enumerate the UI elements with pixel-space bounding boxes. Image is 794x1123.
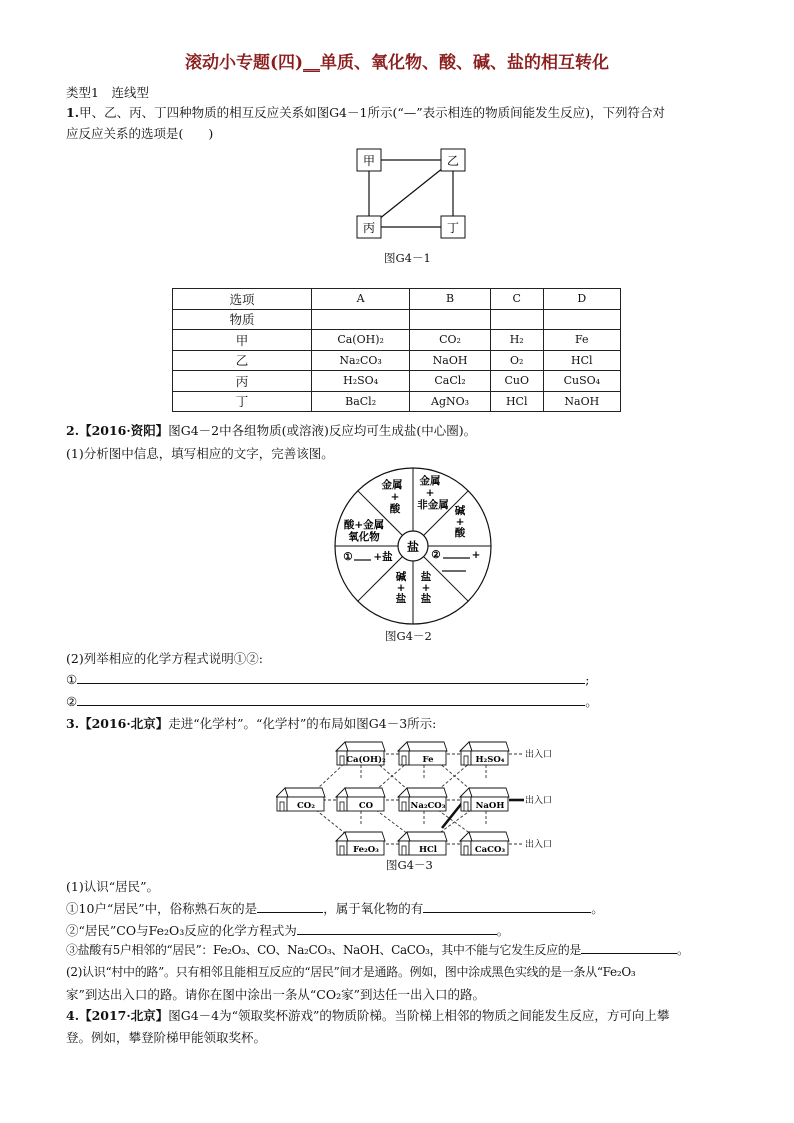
house-h2so4: H₂SO₄ bbox=[475, 755, 505, 765]
q3-p6: 家”到达出入口的路。请你在图中涂出一条从“CO₂家”到达任一出入口的路。 bbox=[66, 987, 485, 1002]
table-cell: H₂SO₄ bbox=[312, 371, 410, 392]
q1-text: 甲、乙、丙、丁四种物质的相互反应关系如图G4－1所示(“—”表示相连的物质间能发生反应)，下列符合对 bbox=[79, 105, 665, 120]
q3-number: 3. bbox=[66, 716, 80, 731]
options-table bbox=[172, 288, 621, 412]
answer-blank[interactable] bbox=[581, 941, 677, 954]
q3-p3-text: 。 bbox=[496, 923, 510, 938]
figure-g4-2-wheel bbox=[333, 466, 493, 626]
house-na2co3: Na₂CO₃ bbox=[410, 801, 446, 811]
exit-label: 出入口 bbox=[525, 796, 553, 806]
title-main: 单质、氧化物、酸、碱、盐的相互转化 bbox=[320, 53, 610, 73]
wheel-s3: 碱 bbox=[454, 505, 466, 517]
answer-blank[interactable] bbox=[77, 670, 585, 684]
table-cell: CuSO₄ bbox=[543, 371, 620, 392]
title-gap: __ bbox=[303, 53, 321, 73]
q3-p2-text: ①10户“居民”中，俗称熟石灰的是 bbox=[66, 901, 258, 916]
table-cell bbox=[312, 309, 410, 330]
figure-g4-1 bbox=[350, 140, 480, 245]
answer-end: 。 bbox=[585, 694, 598, 709]
wheel-s1: 酸 bbox=[389, 503, 401, 515]
q3-p1: (1)认识“居民”。 bbox=[66, 879, 159, 894]
q4-number: 4. bbox=[66, 1008, 80, 1023]
table-cell: BaCl₂ bbox=[312, 391, 410, 412]
edge-bing-yi bbox=[369, 160, 453, 227]
table-cell: 乙 bbox=[173, 350, 312, 371]
answer-blank[interactable] bbox=[297, 921, 497, 935]
table-cell: CuO bbox=[490, 371, 543, 392]
table-cell bbox=[543, 309, 620, 330]
wheel-s2: 非金属 bbox=[417, 499, 449, 511]
node-jia: 甲 bbox=[362, 154, 376, 168]
q4-text: 图G4－4为“领取奖杯游戏”的物质阶梯。当阶梯上相邻的物质之间能发生反应，方可向上攀 bbox=[168, 1008, 670, 1023]
q2-text: 图G4－2中各组物质(或溶液)反应均可生成盐(中心圈)。 bbox=[168, 423, 477, 438]
table-row bbox=[173, 350, 621, 371]
wheel-s5: +盐 bbox=[373, 551, 393, 563]
q2-line1 bbox=[66, 421, 476, 439]
wheel-s7: + bbox=[396, 582, 406, 594]
q3-text: 走进“化学村”。“化学村”的布局如图G4－3所示: bbox=[168, 716, 437, 731]
q4-source: 【2017·北京】 bbox=[79, 1008, 169, 1023]
wheel-center: 盐 bbox=[406, 540, 420, 554]
node-ding: 丁 bbox=[446, 221, 460, 235]
wheel-s3: + bbox=[455, 516, 465, 528]
wheel-s7: 盐 bbox=[395, 593, 407, 605]
table-cell: AgNO₃ bbox=[410, 391, 491, 412]
wheel-s2: + bbox=[425, 487, 435, 499]
q2-source: 【2016·资阳】 bbox=[79, 423, 169, 438]
answer-end: ; bbox=[585, 672, 590, 687]
house-co: CO bbox=[358, 801, 374, 811]
exit-label: 出入口 bbox=[525, 750, 553, 760]
table-cell: Ca(OH)₂ bbox=[312, 330, 410, 351]
table-cell: 丙 bbox=[173, 371, 312, 392]
q3-p2-text: 。 bbox=[591, 901, 604, 916]
q3-p4 bbox=[66, 941, 689, 958]
title-prefix: 滚动小专题(四) bbox=[184, 53, 304, 73]
wheel-s8: 盐 bbox=[420, 571, 432, 583]
wheel-s8: + bbox=[421, 582, 431, 594]
table-header: D bbox=[543, 289, 620, 310]
wheel-s7: 碱 bbox=[395, 571, 407, 583]
wheel-s1: + bbox=[390, 491, 400, 503]
wheel-s2: 金属 bbox=[419, 475, 441, 487]
wheel-s3: 酸 bbox=[454, 527, 466, 539]
q2-answer-1 bbox=[66, 670, 589, 687]
table-cell: 物质 bbox=[173, 309, 312, 330]
table-cell: H₂ bbox=[490, 330, 543, 351]
wheel-s6: ② bbox=[431, 549, 441, 561]
caption-g4-1: 图G4－1 bbox=[384, 251, 431, 265]
table-cell: NaOH bbox=[410, 350, 491, 371]
table-cell: 甲 bbox=[173, 330, 312, 351]
q1-line1 bbox=[66, 103, 665, 121]
table-row bbox=[173, 330, 621, 351]
house-caoh2: Ca(OH)₂ bbox=[346, 755, 386, 765]
table-header: 选项 bbox=[173, 289, 312, 310]
table-cell: NaOH bbox=[543, 391, 620, 412]
table-cell: CO₂ bbox=[410, 330, 491, 351]
q4-line2: 登。例如，攀登阶梯甲能领取奖杯。 bbox=[66, 1030, 267, 1045]
house-co2: CO₂ bbox=[297, 801, 315, 811]
exit-label: 出入口 bbox=[525, 840, 553, 850]
q2-number: 2. bbox=[66, 423, 80, 438]
wheel-s5: ① bbox=[343, 551, 353, 563]
q3-p3 bbox=[66, 921, 509, 939]
table-cell: HCl bbox=[490, 391, 543, 412]
table-cell: 丁 bbox=[173, 391, 312, 412]
answer-blank[interactable] bbox=[77, 692, 585, 706]
table-cell: CaCl₂ bbox=[410, 371, 491, 392]
house-naoh: NaOH bbox=[475, 801, 505, 811]
wheel-s1: 金属 bbox=[381, 479, 403, 491]
figure-g4-3-village bbox=[276, 732, 556, 857]
answer-blank[interactable] bbox=[257, 899, 323, 913]
q1-number: 1. bbox=[66, 105, 80, 120]
caption-g4-3: 图G4－3 bbox=[386, 858, 433, 872]
section-type1: 类型1 连线型 bbox=[66, 85, 149, 100]
answer-blank[interactable] bbox=[423, 899, 591, 913]
table-header: A bbox=[312, 289, 410, 310]
table-row bbox=[173, 391, 621, 412]
table-cell: Fe bbox=[543, 330, 620, 351]
q3-line1 bbox=[66, 714, 436, 732]
caption-g4-2: 图G4－2 bbox=[385, 629, 432, 643]
q2-sub1: (1)分析图中信息，填写相应的文字，完善该图。 bbox=[66, 446, 334, 461]
q2-answer-2 bbox=[66, 692, 598, 710]
house-fe2o3: Fe₂O₃ bbox=[353, 845, 379, 855]
table-cell bbox=[490, 309, 543, 330]
table-header-row bbox=[173, 289, 621, 310]
node-bing: 丙 bbox=[362, 221, 376, 235]
wheel-s8: 盐 bbox=[420, 593, 432, 605]
wheel-s4: 氧化物 bbox=[348, 531, 380, 543]
q1-line2: 应反应关系的选项是( ) bbox=[66, 126, 214, 141]
answer-label: ② bbox=[66, 694, 78, 709]
answer-label: ① bbox=[66, 672, 78, 687]
table-cell: Na₂CO₃ bbox=[312, 350, 410, 371]
table-header: B bbox=[410, 289, 491, 310]
wheel-s6: + bbox=[471, 549, 481, 561]
q3-p2 bbox=[66, 899, 604, 917]
table-row bbox=[173, 309, 621, 330]
q3-source: 【2016·北京】 bbox=[79, 716, 169, 731]
house-hcl: HCl bbox=[418, 845, 438, 855]
table-row bbox=[173, 371, 621, 392]
page-title bbox=[0, 48, 794, 73]
q3-p5: (2)认识“村中的路”。只有相邻且能相互反应的“居民”间才是通路。例如，图中涂成黑色实线的是一条从“Fe₂O₃ bbox=[66, 965, 636, 979]
q3-p4-text: 。 bbox=[677, 943, 689, 957]
table-header: C bbox=[490, 289, 543, 310]
q3-p2-text: ，属于氧化物的有 bbox=[323, 901, 424, 916]
q3-p4-text: ③盐酸有5户相邻的“居民”：Fe₂O₃、CO、Na₂CO₃、NaOH、CaCO₃，其中不能与它发生反应的是 bbox=[66, 943, 582, 957]
q2-sub2: (2)列举相应的化学方程式说明①②: bbox=[66, 651, 263, 666]
node-yi: 乙 bbox=[446, 154, 460, 168]
house-caco3: CaCO₃ bbox=[474, 845, 506, 855]
table-cell: HCl bbox=[543, 350, 620, 371]
q3-p3-text: ②“居民”CO与Fe₂O₃反应的化学方程式为 bbox=[66, 923, 297, 938]
table-cell bbox=[410, 309, 491, 330]
table-cell: O₂ bbox=[490, 350, 543, 371]
wheel-s4: 酸+金属 bbox=[343, 519, 385, 531]
q4-line1 bbox=[66, 1006, 669, 1024]
house-fe: Fe bbox=[422, 755, 434, 765]
